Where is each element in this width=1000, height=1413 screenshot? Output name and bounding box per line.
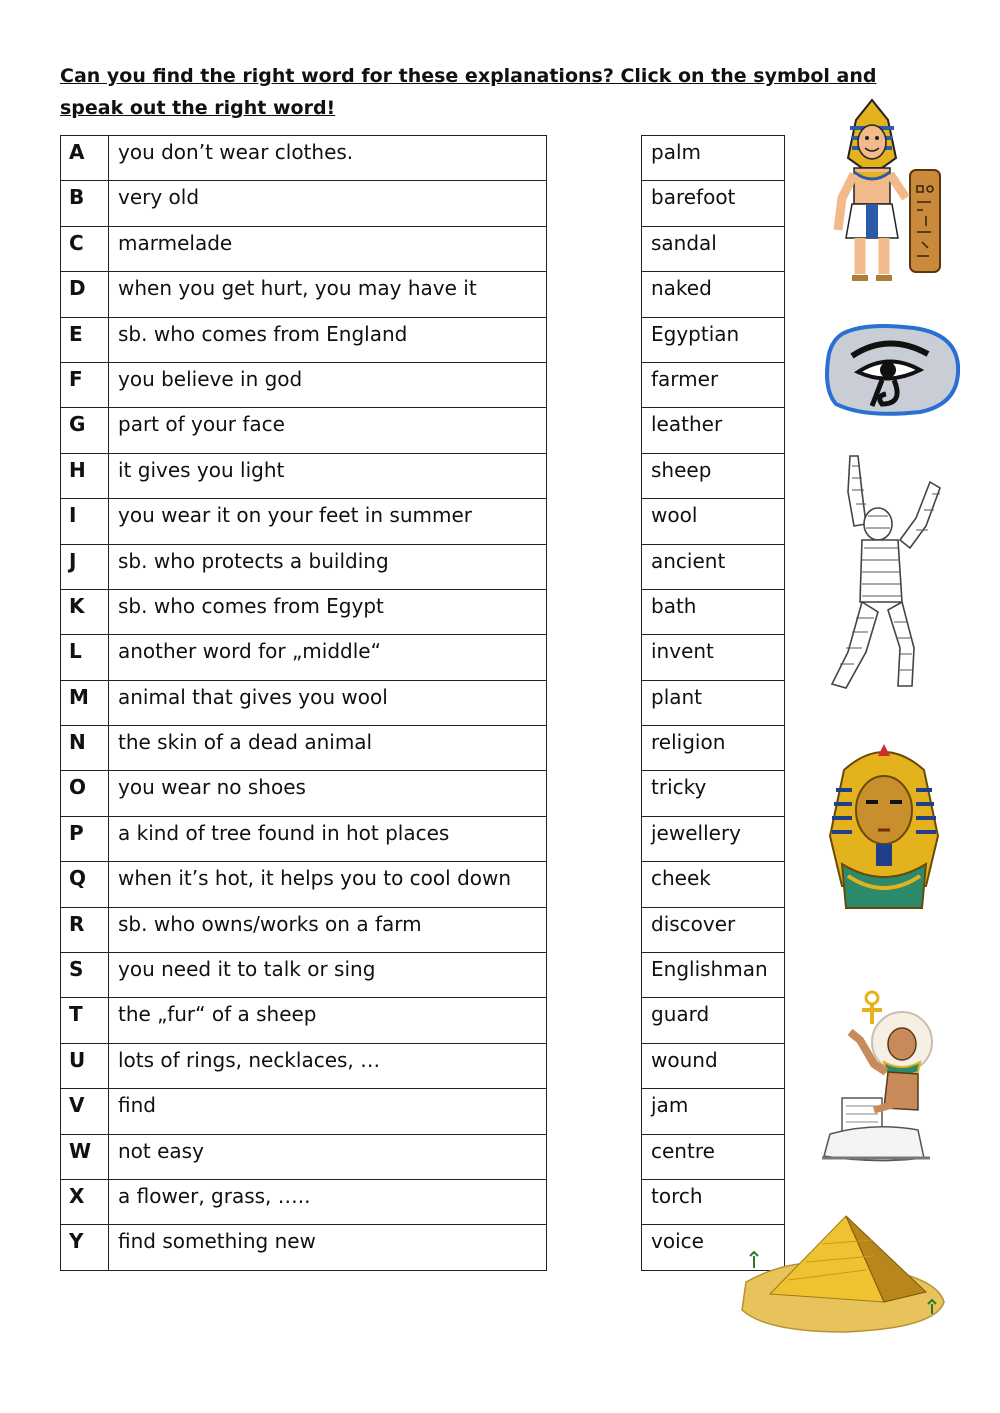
- definition-row: [61, 272, 547, 317]
- word-cell[interactable]: wool: [642, 499, 785, 544]
- definition-row: [61, 726, 547, 771]
- definition-letter: Y: [61, 1225, 109, 1270]
- tutankhamun-mask-image: [822, 740, 948, 912]
- definition-letter: A: [61, 136, 109, 181]
- definition-letter: P: [61, 816, 109, 861]
- word-cell[interactable]: tricky: [642, 771, 785, 816]
- definition-letter: M: [61, 680, 109, 725]
- definition-text: sb. who protects a building: [109, 544, 547, 589]
- definition-row: [61, 1134, 547, 1179]
- word-row: [642, 181, 785, 226]
- definition-row: [61, 998, 547, 1043]
- definition-row: [61, 1179, 547, 1224]
- definition-row: [61, 226, 547, 271]
- definition-letter: L: [61, 635, 109, 680]
- definition-letter: J: [61, 544, 109, 589]
- word-cell[interactable]: wound: [642, 1043, 785, 1088]
- instructions: Can you find the right word for these explanations? Click on the symbol and speak out the right word!: [60, 65, 877, 119]
- eye-of-horus-image: [824, 320, 960, 418]
- word-cell[interactable]: discover: [642, 907, 785, 952]
- word-row: [642, 453, 785, 498]
- definition-text: you don’t wear clothes.: [109, 136, 547, 181]
- definition-text: sb. who owns/works on a farm: [109, 907, 547, 952]
- definition-text: part of your face: [109, 408, 547, 453]
- definition-letter: B: [61, 181, 109, 226]
- definition-letter: C: [61, 226, 109, 271]
- word-cell[interactable]: centre: [642, 1134, 785, 1179]
- word-row: [642, 272, 785, 317]
- definition-row: [61, 953, 547, 998]
- word-row: [642, 408, 785, 453]
- definition-letter: X: [61, 1179, 109, 1224]
- definition-row: [61, 635, 547, 680]
- word-row: [642, 1089, 785, 1134]
- definition-text: sb. who comes from England: [109, 317, 547, 362]
- definition-letter: H: [61, 453, 109, 498]
- word-cell[interactable]: farmer: [642, 362, 785, 407]
- definition-letter: E: [61, 317, 109, 362]
- pyramid-image: [736, 1210, 948, 1336]
- pharaoh-figure-image: [822, 98, 942, 286]
- definition-row: [61, 816, 547, 861]
- word-row: [642, 771, 785, 816]
- word-row: [642, 998, 785, 1043]
- definition-row: [61, 1225, 547, 1270]
- word-row: [642, 953, 785, 998]
- word-row: [642, 907, 785, 952]
- word-row: [642, 317, 785, 362]
- definition-text: a flower, grass, …..: [109, 1179, 547, 1224]
- word-cell[interactable]: plant: [642, 680, 785, 725]
- definition-row: [61, 453, 547, 498]
- definition-letter: U: [61, 1043, 109, 1088]
- word-cell[interactable]: barefoot: [642, 181, 785, 226]
- words-table: [641, 135, 785, 1271]
- word-cell[interactable]: cheek: [642, 862, 785, 907]
- word-cell[interactable]: jewellery: [642, 816, 785, 861]
- word-row: [642, 136, 785, 181]
- definition-text: animal that gives you wool: [109, 680, 547, 725]
- word-cell[interactable]: bath: [642, 589, 785, 634]
- definition-text: you believe in god: [109, 362, 547, 407]
- definition-row: [61, 862, 547, 907]
- definition-letter: F: [61, 362, 109, 407]
- word-row: [642, 862, 785, 907]
- definition-text: the skin of a dead animal: [109, 726, 547, 771]
- word-row: [642, 499, 785, 544]
- definition-letter: R: [61, 907, 109, 952]
- definition-letter: S: [61, 953, 109, 998]
- word-cell[interactable]: sandal: [642, 226, 785, 271]
- word-row: [642, 1043, 785, 1088]
- definition-row: [61, 544, 547, 589]
- word-row: [642, 816, 785, 861]
- word-cell[interactable]: leather: [642, 408, 785, 453]
- definition-letter: G: [61, 408, 109, 453]
- definition-text: lots of rings, necklaces, …: [109, 1043, 547, 1088]
- definition-text: a kind of tree found in hot places: [109, 816, 547, 861]
- definition-text: marmelade: [109, 226, 547, 271]
- definition-text: you wear it on your feet in summer: [109, 499, 547, 544]
- definition-row: [61, 680, 547, 725]
- definition-row: [61, 589, 547, 634]
- definition-letter: D: [61, 272, 109, 317]
- word-row: [642, 726, 785, 771]
- definition-text: when it’s hot, it helps you to cool down: [109, 862, 547, 907]
- word-cell[interactable]: guard: [642, 998, 785, 1043]
- definition-letter: Q: [61, 862, 109, 907]
- word-row: [642, 544, 785, 589]
- definition-text: very old: [109, 181, 547, 226]
- definition-letter: N: [61, 726, 109, 771]
- definition-letter: I: [61, 499, 109, 544]
- definition-row: [61, 181, 547, 226]
- word-cell[interactable]: sheep: [642, 453, 785, 498]
- definition-row: [61, 317, 547, 362]
- word-cell[interactable]: religion: [642, 726, 785, 771]
- definition-text: when you get hurt, you may have it: [109, 272, 547, 317]
- definition-row: [61, 1089, 547, 1134]
- definition-row: [61, 136, 547, 181]
- word-cell[interactable]: naked: [642, 272, 785, 317]
- definition-text: sb. who comes from Egypt: [109, 589, 547, 634]
- definition-row: [61, 499, 547, 544]
- definition-row: [61, 771, 547, 816]
- definition-text: you need it to talk or sing: [109, 953, 547, 998]
- egyptian-scribe-image: [814, 988, 940, 1168]
- word-cell[interactable]: invent: [642, 635, 785, 680]
- word-row: [642, 635, 785, 680]
- word-cell[interactable]: ancient: [642, 544, 785, 589]
- word-cell[interactable]: voice: [642, 1225, 785, 1270]
- definition-row: [61, 1043, 547, 1088]
- definition-row: [61, 907, 547, 952]
- definition-letter: K: [61, 589, 109, 634]
- definition-text: you wear no shoes: [109, 771, 547, 816]
- word-cell[interactable]: Egyptian: [642, 317, 785, 362]
- word-cell[interactable]: Englishman: [642, 953, 785, 998]
- definition-text: find: [109, 1089, 547, 1134]
- definition-letter: O: [61, 771, 109, 816]
- mummy-image: [812, 452, 952, 692]
- definition-text: not easy: [109, 1134, 547, 1179]
- word-row: [642, 1134, 785, 1179]
- word-row: [642, 589, 785, 634]
- word-cell[interactable]: jam: [642, 1089, 785, 1134]
- definitions-table: [60, 135, 547, 1271]
- word-cell[interactable]: palm: [642, 136, 785, 181]
- word-row: [642, 680, 785, 725]
- definition-row: [61, 362, 547, 407]
- definition-row: [61, 408, 547, 453]
- definition-letter: W: [61, 1134, 109, 1179]
- definition-letter: V: [61, 1089, 109, 1134]
- word-row: [642, 362, 785, 407]
- word-cell[interactable]: torch: [642, 1179, 785, 1224]
- definition-letter: T: [61, 998, 109, 1043]
- definition-text: the „fur“ of a sheep: [109, 998, 547, 1043]
- definition-text: find something new: [109, 1225, 547, 1270]
- definition-text: it gives you light: [109, 453, 547, 498]
- definition-text: another word for „middle“: [109, 635, 547, 680]
- word-row: [642, 226, 785, 271]
